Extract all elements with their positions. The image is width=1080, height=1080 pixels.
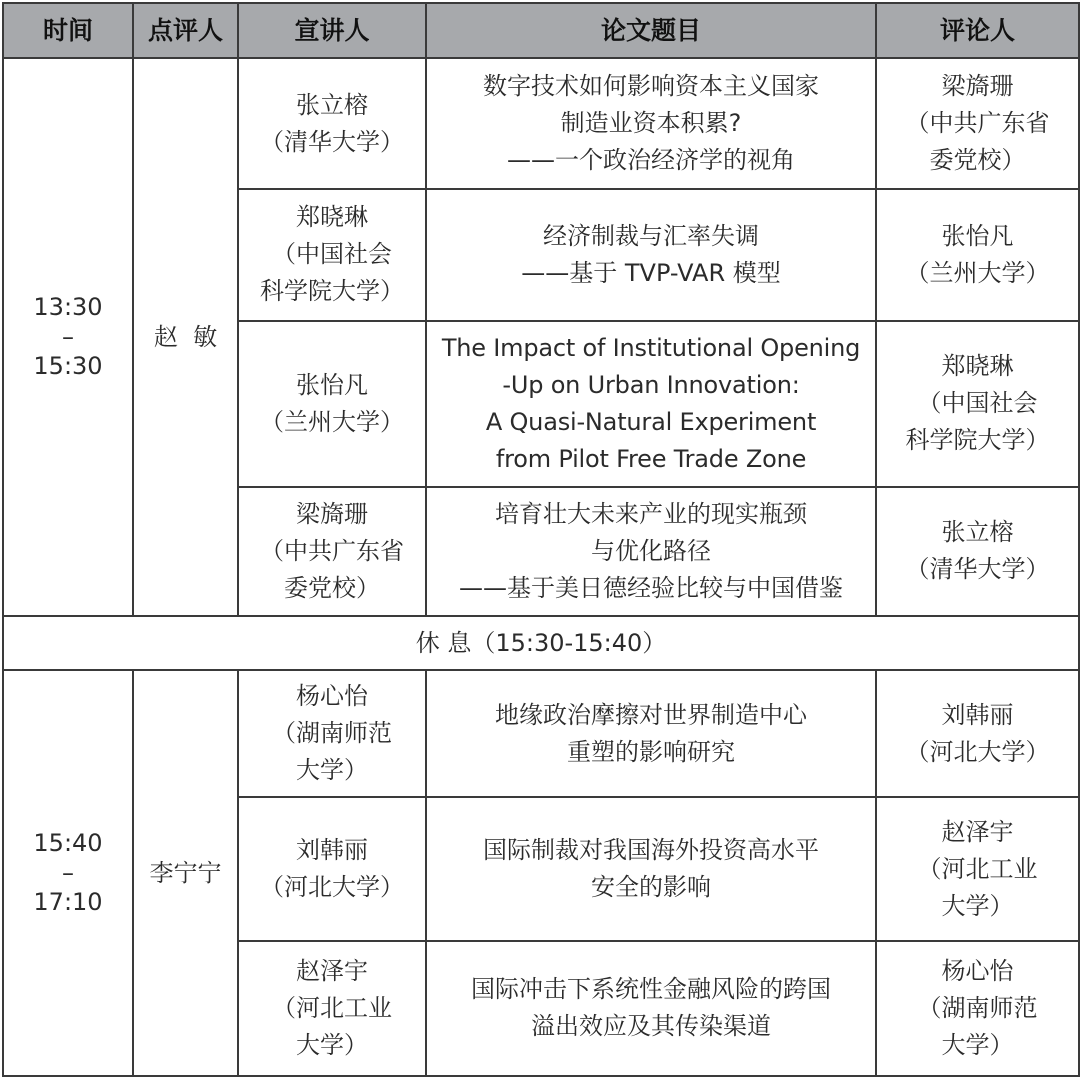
title-cell: 经济制裁与汇率失调 ——基于 TVP-VAR 模型 [426,189,876,320]
title-cell: 国际冲击下系统性金融风险的跨国 溢出效应及其传染渠道 [426,941,876,1076]
session1-time-start: 13:30 [33,293,103,322]
commentator-cell: 梁旖珊 （中共广东省 委党校） [876,58,1079,189]
header-commentator: 评论人 [876,3,1079,58]
commentator-cell: 杨心怡 （湖南师范 大学） [876,941,1079,1076]
table-row [3,670,1079,797]
header-title: 论文题目 [426,3,876,58]
commentator-cell: 赵泽宇 （河北工业 大学） [876,797,1079,940]
commentator-cell: 刘韩丽 （河北大学） [876,670,1079,797]
session2-time-end: 17:10 [33,888,103,917]
session1-time [3,58,133,616]
session2-time-start: 15:40 [33,829,103,858]
break-label: 休 息（15:30-15:40） [3,616,1079,670]
title-cell: 培育壮大未来产业的现实瓶颈 与优化路径 ——基于美日德经验比较与中国借鉴 [426,487,876,616]
title-cell: 数字技术如何影响资本主义国家 制造业资本积累? ——一个政治经济学的视角 [426,58,876,189]
session2-time-separator: – [62,859,74,888]
title-cell: 地缘政治摩擦对世界制造中心 重塑的影响研究 [426,670,876,797]
schedule-wrapper [2,2,1078,1077]
header-time: 时间 [3,3,133,58]
speaker-cell: 郑晓琳 （中国社会 科学院大学） [238,189,426,320]
speaker-cell: 张怡凡 （兰州大学） [238,321,426,487]
commentator-cell: 郑晓琳 （中国社会 科学院大学） [876,321,1079,487]
break-row [3,616,1079,670]
header-speaker: 宣讲人 [238,3,426,58]
session1-time-end: 15:30 [33,352,103,381]
speaker-cell: 赵泽宇 （河北工业 大学） [238,941,426,1076]
title-cell: The Impact of Institutional Opening -Up on Urban Innovation: A Quasi-Natural Experiment from Pilot Free Trade Zone [426,321,876,487]
session2-reviewer: 李宁宁 [133,670,238,1076]
session1-time-separator: – [62,323,74,352]
session2-time [3,670,133,1076]
header-row [3,3,1079,58]
table-row [3,58,1079,189]
schedule-table [2,2,1080,1077]
speaker-cell: 张立榕 （清华大学） [238,58,426,189]
session1-reviewer: 赵 敏 [133,58,238,616]
header-reviewer: 点评人 [133,3,238,58]
speaker-cell: 梁旖珊 （中共广东省 委党校） [238,487,426,616]
commentator-cell: 张怡凡 （兰州大学） [876,189,1079,320]
title-cell: 国际制裁对我国海外投资高水平 安全的影响 [426,797,876,940]
speaker-cell: 杨心怡 （湖南师范 大学） [238,670,426,797]
commentator-cell: 张立榕 （清华大学） [876,487,1079,616]
speaker-cell: 刘韩丽 （河北大学） [238,797,426,940]
